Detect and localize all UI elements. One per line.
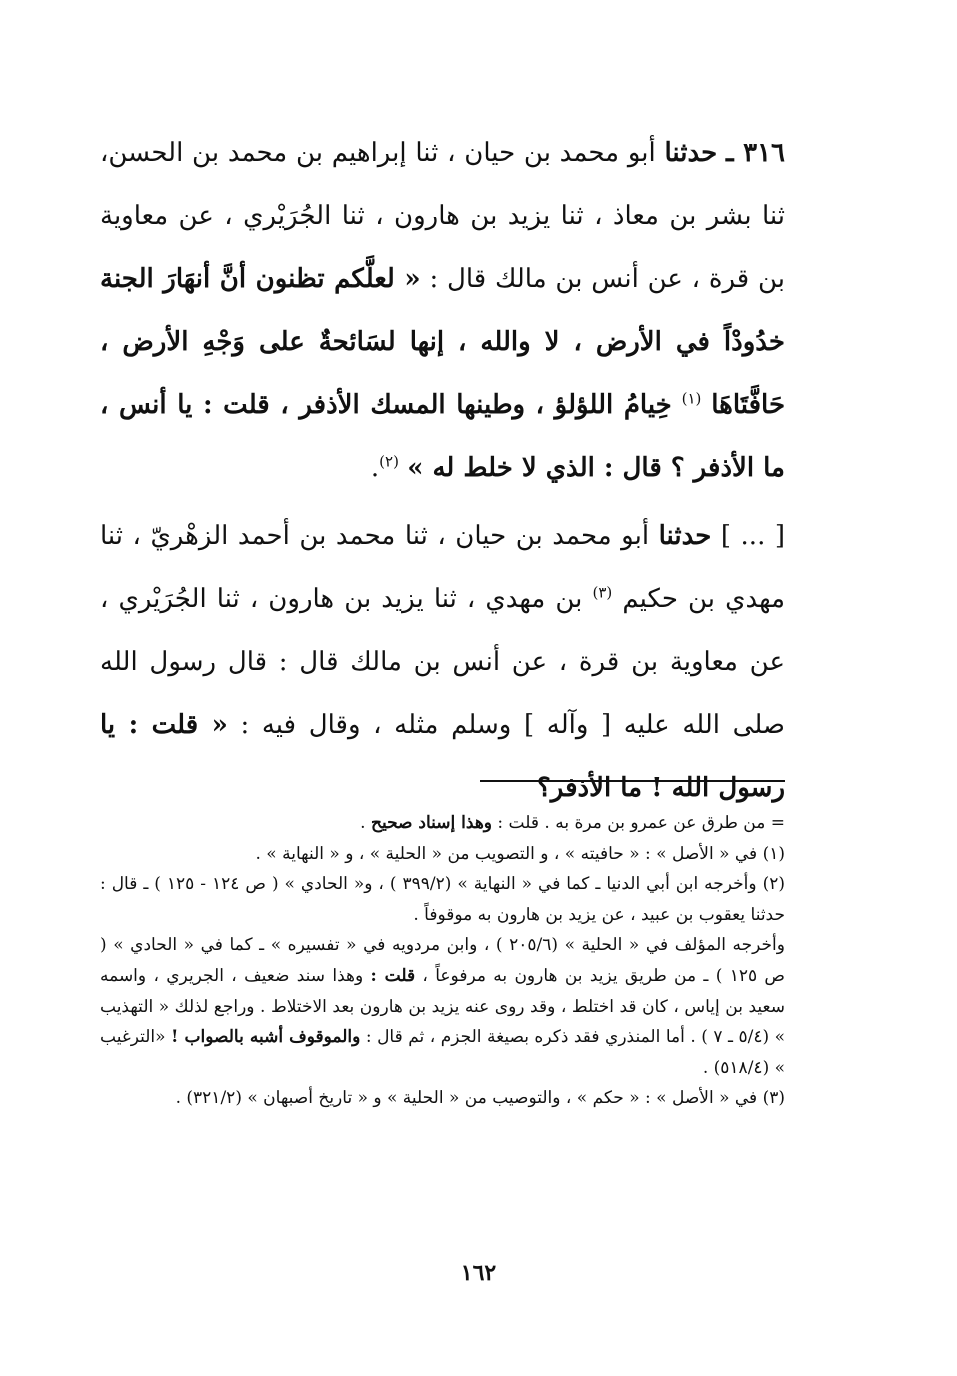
- footnote-marker-1: (١): [681, 389, 702, 408]
- footnote-3: (٣) في « الأصل » : « حكم » ، والتوصيب من « الحلية » و « تاريخ أصبهان » (٣٢١/٢) .: [175, 1088, 785, 1109]
- ellipsis-bracket: [ ... ]: [720, 521, 786, 551]
- hadith-matn: « لعلَّكم تظنون أنَّ أنهَارَ الجنة خدُودْاً في الأرض ، لا والله ، إنها لسَائحةٌ على وَجْهِ الأرض ، حَافَّتَاهَا: [100, 264, 786, 420]
- hadith-end: .: [370, 453, 380, 483]
- footnote-2: (٢) وأخرجه ابن أبي الدنيا ـ كما في « النهاية » (٣٩٩/٢ ) ، و« الحادي » ( ص ١٢٤ - ١٢٥ ) ـ قال : حدثنا يعقوب بن عبيد ، عن يزيد بن هارون به موقوفاً .: [100, 874, 785, 925]
- hadith-lead: حدثنا: [664, 138, 718, 168]
- footnote-1: (١) في « الأصل » : « حافيته » ، و التصويب من « الحلية » ، و « النهاية » .: [255, 843, 785, 864]
- hadith-matn-continued: خِيامُ اللؤلؤ ، وطينها المسك الأذفر ، قلت : يا أنس ، ما الأذفر ؟ قال : الذي لا خلط له »: [100, 390, 785, 483]
- footnote-2-continued: [100, 930, 785, 1083]
- hadith-next-isnad: أبو محمد بن حيان ، ثنا محمد بن أحمد الزهْريّ ، ثنا مهدي بن حكيم: [100, 521, 786, 614]
- hadith-next-lead: حدثنا: [658, 521, 712, 551]
- hadith-next-isnad-continued: بن مهدي ، ثنا يزيد بن هارون ، ثنا الجُرَيْري ، عن معاوية بن قرة ، عن أنس بن مالك قال : قال رسول الله صلى الله عليه [ وآله ] وسلم مثله ، وقال فيه :: [100, 584, 786, 740]
- hadith-isnad: أبو محمد بن حيان ، ثنا إبراهيم بن محمد بن الحسن، ثنا بشر بن معاذ ، ثنا يزيد بن هارون ، ثنا الجُرَيْري ، عن معاوية بن قرة ، عن أنس بن مالك قال :: [100, 138, 786, 294]
- footnote-2-bold: والموقوف أشبه بالصواب !: [171, 1027, 361, 1048]
- footnotes: [100, 808, 785, 1114]
- hadith-next: [100, 505, 785, 820]
- hadith-number: ٣١٦ ـ: [725, 138, 786, 168]
- footnote-marker-3: (٣): [592, 583, 613, 602]
- footnote-separator: [480, 780, 785, 782]
- footnote-marker-2: (٢): [379, 452, 399, 471]
- footnote-2-text: وأخرجه المؤلف في « الحلية » (٢٠٥/٦ ) ، وابن مردويه في « تفسيره » ـ كما في « الحادي » ( ص ١٢٥ ) ـ من طريق يزيد بن هارون به مرفوعاً ،: [100, 935, 785, 986]
- hadith-next-matn: « قلت : يا رسول الله ! ما الأذفر؟: [100, 710, 785, 803]
- footnote-continuation-end: .: [360, 813, 366, 833]
- footnote-continuation: [100, 808, 785, 839]
- footnote-continuation-bold: وهذا إسناد صحيح: [370, 813, 493, 833]
- footnote-2-ref: «الترغيب » (٥١٨/٤) .: [100, 1027, 785, 1078]
- footnote-2-text-2: وهذا سند ضعيف ، الجريري ، واسمه سعيد بن إياس ، كان قد اختلط ، وقد روى عنه يزيد بن هارون بعد الاختلاط . وراجع لذلك « التهذيب » (٥/٤ ـ ٧ ) . أما المنذري فقد ذكره بصيغة الجزم ، ثم قال :: [100, 965, 786, 1048]
- footnote-2-qultu: قلت :: [370, 965, 416, 986]
- page-number: ١٦٢: [460, 1260, 497, 1286]
- hadith-316: [100, 122, 785, 500]
- main-text: [100, 122, 785, 820]
- footnote-continuation-text: = من طرق عن عمرو بن مرة به . قلت :: [497, 813, 785, 833]
